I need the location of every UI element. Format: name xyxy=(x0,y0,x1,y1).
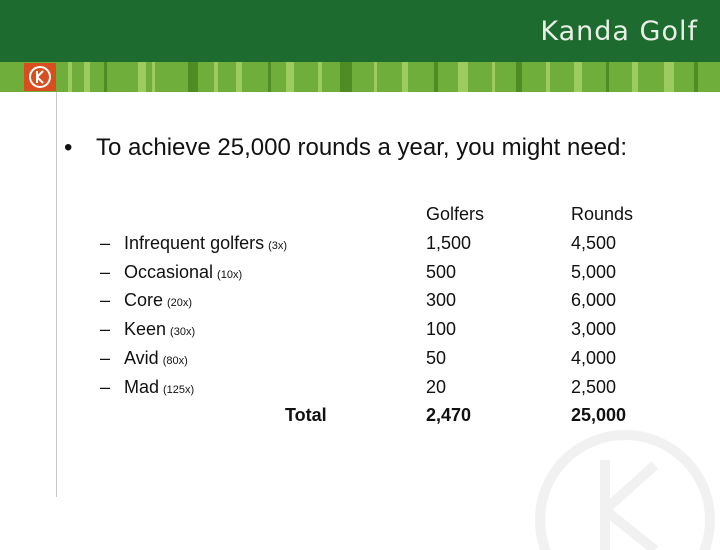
row-golfers: 50 xyxy=(426,348,447,368)
row-rounds: 4,500 xyxy=(571,233,617,253)
bullet-dot: • xyxy=(64,134,73,161)
table-row xyxy=(100,262,660,290)
dash-marker: – xyxy=(100,348,111,368)
row-golfers: 1,500 xyxy=(426,233,472,253)
row-label: Avid (80x) xyxy=(124,348,188,368)
row-label: Occasional (10x) xyxy=(124,262,243,282)
row-multiplier: (3x) xyxy=(268,240,288,252)
row-rounds: 4,000 xyxy=(571,348,617,368)
column-header-golfers: Golfers xyxy=(426,204,485,224)
row-rounds: 2,500 xyxy=(571,377,617,397)
row-label: Core (20x) xyxy=(124,290,193,310)
row-golfers: 20 xyxy=(426,377,447,397)
total-golfers: 2,470 xyxy=(426,405,472,425)
table-row xyxy=(100,348,660,376)
table-row xyxy=(100,377,660,405)
dash-marker: – xyxy=(100,319,111,339)
row-multiplier: (30x) xyxy=(170,326,196,338)
total-label: Total xyxy=(285,405,327,425)
dash-marker: – xyxy=(100,233,111,253)
stripe-bars xyxy=(0,62,720,92)
table-row xyxy=(100,319,660,347)
dash-marker: – xyxy=(100,262,111,282)
row-rounds: 5,000 xyxy=(571,262,617,282)
row-multiplier: (10x) xyxy=(217,269,243,281)
row-multiplier: (125x) xyxy=(163,384,195,396)
total-rounds: 25,000 xyxy=(571,405,627,425)
table-row xyxy=(100,233,660,261)
dash-marker: – xyxy=(100,377,111,397)
table-row xyxy=(100,290,660,318)
row-golfers: 300 xyxy=(426,290,457,310)
row-label: Keen (30x) xyxy=(124,319,196,339)
vertical-rule xyxy=(56,92,57,497)
row-golfers: 100 xyxy=(426,319,457,339)
row-multiplier: (80x) xyxy=(162,355,188,367)
dash-marker: – xyxy=(100,290,111,310)
k-logo-icon xyxy=(24,63,56,91)
row-multiplier: (20x) xyxy=(167,297,193,309)
row-rounds: 3,000 xyxy=(571,319,617,339)
column-header-rounds: Rounds xyxy=(571,204,634,224)
row-label: Mad (125x) xyxy=(124,377,195,397)
brand-logo-text: Kanda Golf xyxy=(540,16,698,47)
row-label: Infrequent golfers (3x) xyxy=(124,233,288,253)
decorative-stripe xyxy=(0,62,720,92)
row-rounds: 6,000 xyxy=(571,290,617,310)
row-golfers: 500 xyxy=(426,262,457,282)
header-bar xyxy=(0,0,720,62)
k-watermark-icon xyxy=(525,420,715,550)
bullet-text: To achieve 25,000 rounds a year, you might need: xyxy=(96,134,628,161)
